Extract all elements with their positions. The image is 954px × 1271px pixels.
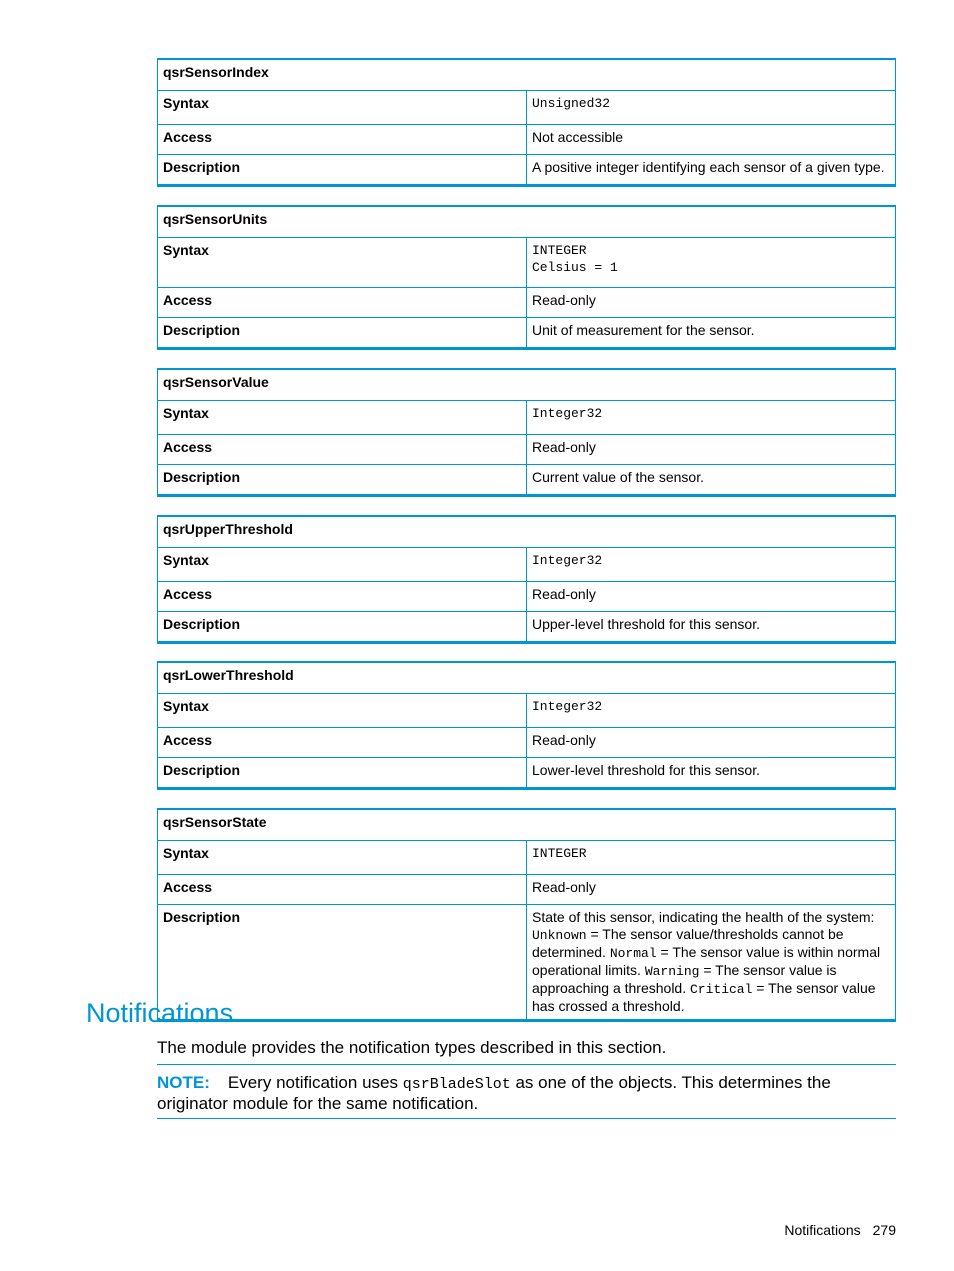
description-label: Description [158, 758, 527, 789]
description-label: Description [158, 612, 527, 643]
description-text: State of this sensor, indicating the health of the system: [532, 909, 875, 925]
mib-object-table-qsrsensorindex [157, 58, 896, 187]
description-label: Description [158, 905, 527, 1021]
state-code-critical: Critical [690, 982, 753, 997]
object-name: qsrLowerThreshold [158, 662, 896, 694]
access-value: Not accessible [527, 125, 896, 155]
page-footer [784, 1222, 896, 1238]
mib-object-table-qsrsensorstate [157, 808, 896, 1022]
section-title: Notifications [86, 998, 234, 1028]
object-name: qsrSensorUnits [158, 206, 896, 238]
description-label: Description [158, 318, 527, 349]
access-value: Read-only [527, 435, 896, 465]
object-name: qsrSensorState [158, 809, 896, 841]
description-value: Lower-level threshold for this sensor. [527, 758, 896, 789]
access-value: Read-only [527, 288, 896, 318]
syntax-value: Integer32 [527, 401, 896, 435]
syntax-label: Syntax [158, 548, 527, 582]
access-value: Read-only [527, 728, 896, 758]
state-code-warning: Warning [644, 964, 700, 979]
description-value: Upper-level threshold for this sensor. [527, 612, 896, 643]
access-label: Access [158, 288, 527, 318]
state-code-normal: Normal [609, 946, 657, 961]
page-number: 279 [872, 1222, 896, 1238]
description-value: Unit of measurement for the sensor. [527, 318, 896, 349]
syntax-value: Integer32 [527, 694, 896, 728]
syntax-value: INTEGER [527, 841, 896, 875]
footer-section-name: Notifications [784, 1222, 861, 1238]
description-value: A positive integer identifying each sensor of a given type. [527, 155, 896, 186]
description-label: Description [158, 465, 527, 496]
object-name: qsrUpperThreshold [158, 516, 896, 548]
access-value: Read-only [527, 582, 896, 612]
description-text: = The sensor value is within normal operational limits. [532, 944, 881, 978]
mib-object-table-qsrlowerthreshold [157, 661, 896, 790]
description-text: = The sensor value/thresholds cannot be determined. [532, 926, 844, 960]
note-text: as one of the objects. This determines the originator module for the same notification. [157, 1073, 831, 1113]
mib-object-table-qsrupperthreshold [157, 515, 896, 644]
object-name: qsrSensorValue [158, 369, 896, 401]
access-label: Access [158, 125, 527, 155]
syntax-label: Syntax [158, 401, 527, 435]
syntax-value: Unsigned32 [527, 91, 896, 125]
syntax-label: Syntax [158, 841, 527, 875]
section-intro: The module provides the notification types described in this section. [157, 1038, 667, 1057]
syntax-value: INTEGER Celsius = 1 [527, 238, 896, 288]
access-value: Read-only [527, 875, 896, 905]
description-value [527, 905, 896, 1021]
access-label: Access [158, 875, 527, 905]
object-name: qsrSensorIndex [158, 59, 896, 91]
access-label: Access [158, 728, 527, 758]
description-text: = The sensor value has crossed a threshold. [532, 980, 876, 1014]
description-label: Description [158, 155, 527, 186]
syntax-label: Syntax [158, 91, 527, 125]
syntax-label: Syntax [158, 238, 527, 288]
note-code: qsrBladeSlot [402, 1076, 511, 1093]
description-text: = The sensor value is approaching a threshold. [532, 962, 837, 996]
note-label: NOTE: [157, 1073, 210, 1092]
note-callout [157, 1064, 896, 1119]
description-value: Current value of the sensor. [527, 465, 896, 496]
syntax-label: Syntax [158, 694, 527, 728]
state-code-unknown: Unknown [532, 928, 587, 943]
syntax-value: Integer32 [527, 548, 896, 582]
access-label: Access [158, 435, 527, 465]
mib-object-table-qsrsensorunits [157, 205, 896, 350]
mib-object-table-qsrsensorvalue [157, 368, 896, 497]
note-text: Every notification uses [227, 1073, 403, 1092]
access-label: Access [158, 582, 527, 612]
